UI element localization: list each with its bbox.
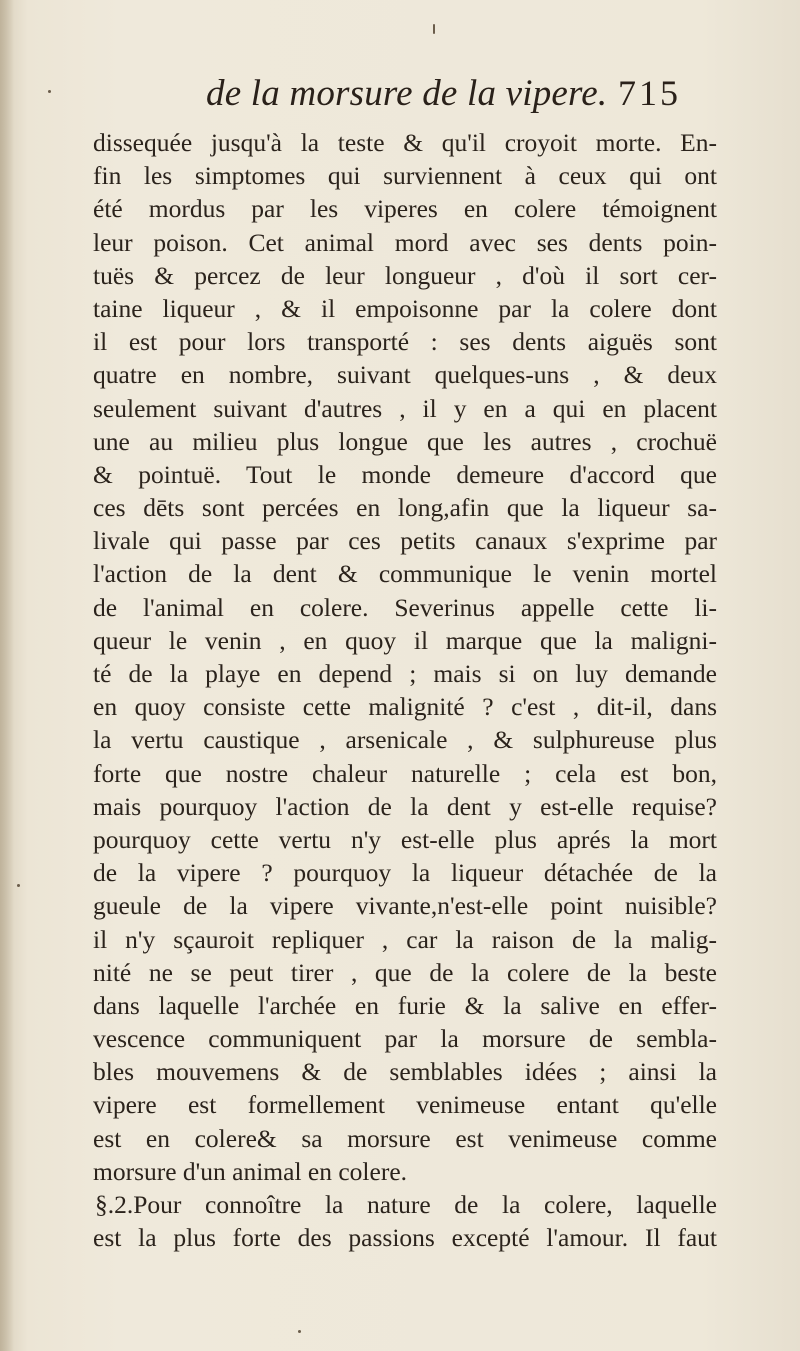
text-line: bles mouvemens & de semblables idées ; ainsi la	[93, 1057, 717, 1087]
text-line: taine liqueur , & il empoisonne par la colere dont	[93, 293, 717, 323]
text-line: dissequée jusqu'à la teste & qu'il croyoit morte. En-	[93, 128, 717, 157]
text-line: queur le venin , en quoy il marque que la maligni-	[93, 625, 717, 655]
page-gutter-shadow	[0, 0, 14, 1351]
text-line: tuës & percez de leur longueur , d'où il sort cer-	[93, 260, 717, 290]
text-line: de l'animal en colere. Severinus appelle cette li-	[93, 592, 717, 622]
text-line: nité ne se peut tirer , que de la colere de la beste	[93, 957, 717, 987]
text-line: vipere est formellement venimeuse entant qu'elle	[93, 1090, 717, 1120]
page-number: 715	[618, 73, 681, 113]
running-title: de la morsure de la vipere.	[206, 73, 608, 114]
text-line: une au milieu plus longue que les autres , crochuë	[93, 426, 717, 456]
text-line: est la plus forte des passions excepté l'amour. Il faut	[93, 1223, 717, 1253]
text-line: est en colere& sa morsure est venimeuse comme	[93, 1123, 717, 1153]
text-line: quatre en nombre, suivant quelques-uns , & deux	[93, 360, 717, 390]
text-line: mais pourquoy l'action de la dent y est-elle requise?	[93, 791, 717, 821]
paper-speck	[48, 90, 51, 93]
text-line: il est pour lors transporté : ses dents aiguës sont	[93, 327, 717, 357]
text-line: de la vipere ? pourquoy la liqueur détachée de la	[93, 858, 717, 888]
text-line: la vertu caustique , arsenicale , & sulphureuse plus	[93, 725, 717, 755]
text-line: en quoy consiste cette malignité ? c'est , dit-il, dans	[93, 692, 717, 722]
page-header	[0, 72, 800, 122]
text-line: été mordus par les viperes en colere témoignent	[93, 194, 717, 224]
text-line: dans laquelle l'archée en furie & la salive en effer-	[93, 990, 717, 1020]
text-line: fin les simptomes qui surviennent à ceux qui ont	[93, 161, 717, 191]
paper-speck	[433, 24, 435, 34]
text-line: §.2.Pour connoître la nature de la colere, laquelle	[95, 1190, 717, 1219]
text-line: ces dēts sont percées en long,afin que la liqueur sa-	[93, 493, 717, 523]
text-line: il n'y sçauroit repliquer , car la raison de la malig-	[93, 924, 717, 954]
text-line: morsure d'un animal en colere.	[93, 1156, 408, 1186]
text-line: vescence communiquent par la morsure de sembla-	[93, 1024, 717, 1054]
text-line: & pointuë. Tout le monde demeure d'accord que	[93, 459, 717, 489]
paper-speck	[298, 1330, 301, 1333]
text-line: forte que nostre chaleur naturelle ; cela est bon,	[93, 758, 717, 788]
text-line: l'action de la dent & communique le venin mortel	[93, 559, 717, 589]
paper-speck	[17, 884, 20, 887]
text-line: té de la playe en depend ; mais si on luy demande	[93, 659, 717, 688]
text-line: livale qui passe par ces petits canaux s'exprime par	[93, 526, 717, 556]
text-line: seulement suivant d'autres , il y en a qui en placent	[93, 393, 717, 423]
text-line: gueule de la vipere vivante,n'est-elle point nuisible?	[93, 891, 717, 921]
text-line: leur poison. Cet animal mord avec ses dents poin-	[93, 227, 717, 257]
text-line: pourquoy cette vertu n'y est-elle plus aprés la mort	[93, 824, 717, 854]
body-text	[93, 126, 717, 1254]
